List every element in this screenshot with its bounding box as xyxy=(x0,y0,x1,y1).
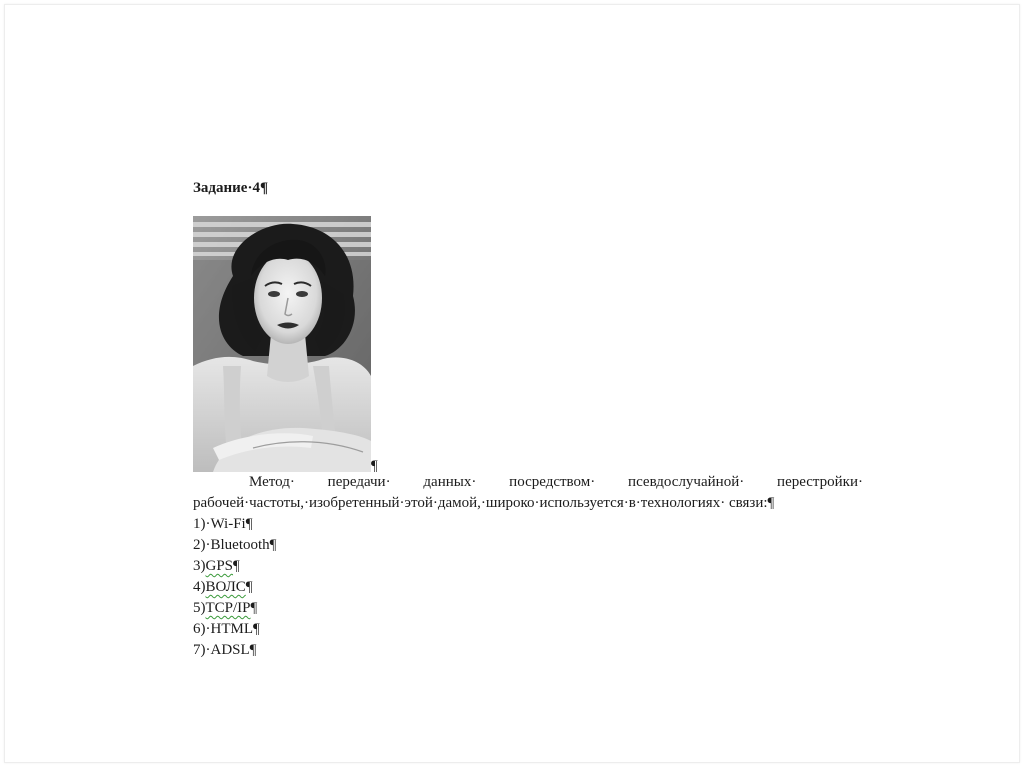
question-paragraph xyxy=(193,472,863,514)
option-label: ADSL xyxy=(210,642,250,658)
paragraph-line-3: связи:¶ xyxy=(728,495,775,511)
paragraph-mark: ¶ xyxy=(253,621,260,637)
option-number: 2)· xyxy=(193,537,211,553)
option-2 xyxy=(193,535,863,556)
option-6 xyxy=(193,619,863,640)
option-label: GPS xyxy=(205,558,234,574)
paragraph-mark: ¶ xyxy=(233,558,240,574)
paragraph-line-1: Метод· передачи· данных· посредством· псевдослучайной· перестройки· xyxy=(249,474,863,490)
option-label: ВОЛС xyxy=(205,579,246,595)
paragraph-mark: ¶ xyxy=(269,537,277,553)
option-number: 5) xyxy=(193,600,206,616)
task-heading: Задание·4¶ xyxy=(193,180,269,196)
option-number: 6)· xyxy=(193,621,211,637)
portrait-photo xyxy=(193,216,371,472)
photo-row xyxy=(193,216,863,472)
paragraph-line-2: рабочей·частоты,·изобретенный·этой·дамой,·широко·используется·в·технологиях· xyxy=(193,495,726,511)
paragraph-mark: ¶ xyxy=(249,642,257,658)
option-4 xyxy=(193,577,863,598)
document-body xyxy=(193,178,863,661)
paragraph-mark: ¶ xyxy=(245,516,253,532)
option-label: HTML xyxy=(210,621,253,637)
option-number: 1)· xyxy=(193,516,211,532)
option-3 xyxy=(193,556,863,577)
option-label: Wi-Fi xyxy=(210,516,246,532)
option-number: 3) xyxy=(193,558,206,574)
option-label: Bluetooth xyxy=(210,537,270,553)
option-number: 7)· xyxy=(193,642,211,658)
answer-options xyxy=(193,514,863,661)
paragraph-mark: ¶ xyxy=(371,458,378,474)
option-5 xyxy=(193,598,863,619)
option-label: TCP/IP xyxy=(205,600,251,616)
paragraph-mark: ¶ xyxy=(250,600,258,616)
paragraph-mark: ¶ xyxy=(245,579,253,595)
option-number: 4) xyxy=(193,579,206,595)
option-1 xyxy=(193,514,863,535)
option-7 xyxy=(193,640,863,661)
